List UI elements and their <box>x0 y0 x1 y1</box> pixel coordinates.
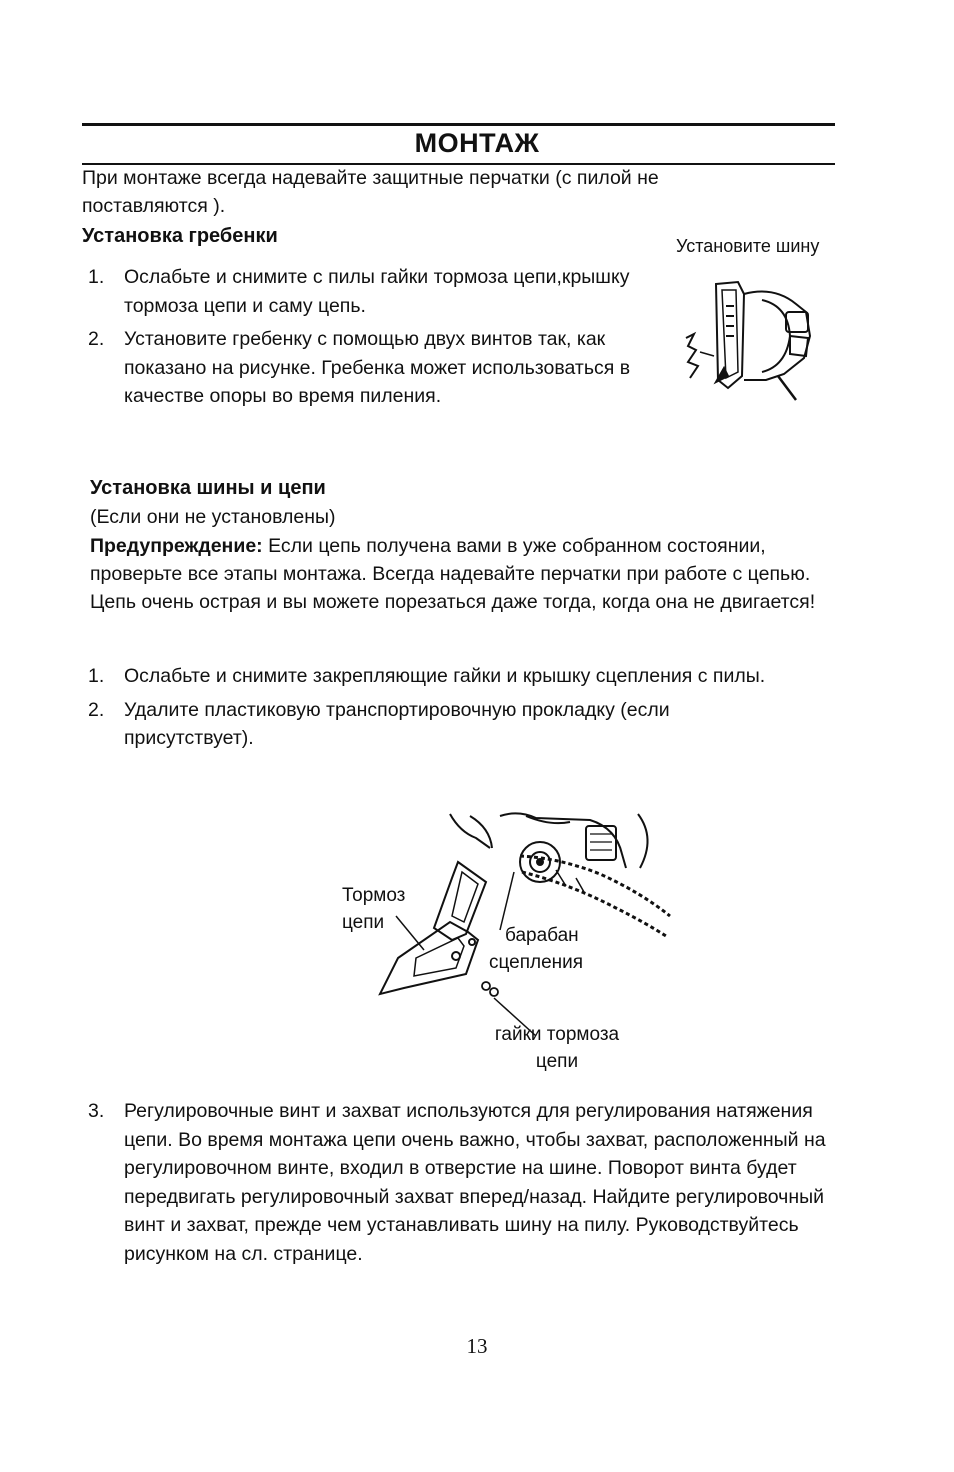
section2-step3 <box>88 1097 838 1273</box>
warning-text: Если цепь получена вами в уже собранном состоянии, проверьте все этапы монтажа. Всегда надевайте перчатки при работе с цепью. Цепь очень острая и вы можете порезаться даже тогда, когда она не двигается! <box>90 535 816 613</box>
label-chain-brake-line2: цепи <box>342 912 385 933</box>
label-brake-nuts-line2: цепи <box>535 1051 579 1072</box>
step-text: Регулировочные винт и захват используются для регулирования натяжения цепи. Во время монтажа цепи очень важно, чтобы захват, расположенный на регулировочном винте, входил в отверстие на шине. Поворот винта будет передвигать регулировочный захват вперед/назад. Найдите регулировочный винт и захват, прежде чем устанавливать шину на пилу. Руководствуйтесь рисунком на сл. странице. <box>124 1100 826 1265</box>
list-item <box>88 325 643 411</box>
label-brake-nuts <box>470 1021 644 1075</box>
section2-subheading: (Если они не установлены) <box>90 506 336 528</box>
label-clutch-drum <box>489 922 584 976</box>
step-text: Установите гребенку с помощью двух винтов так, как показано на рисунке. Гребенка может использоваться в качестве опоры во время пиления. <box>124 328 631 407</box>
step-number: 1. <box>88 266 105 288</box>
step-text: Ослабьте и снимите закрепляющие гайки и крышку сцепления с пилы. <box>124 665 766 687</box>
page-number: 13 <box>466 1334 488 1358</box>
warning-label: Предупреждение: <box>90 535 263 557</box>
label-clutch-drum-line1: барабан <box>505 925 579 946</box>
label-chain-brake <box>342 882 405 936</box>
step-number: 3. <box>88 1100 105 1122</box>
label-chain-brake-line1: Тормоз <box>342 885 406 906</box>
label-clutch-drum-line2: сцепления <box>489 952 584 973</box>
section1-steps <box>88 263 643 416</box>
warning-paragraph <box>90 532 820 616</box>
list-item <box>88 696 788 753</box>
intro-paragraph: При монтаже всегда надевайте защитные перчатки (с пилой не поставляются ). <box>82 167 659 217</box>
section2-steps <box>88 662 788 758</box>
section2-heading: Установка шины и цепи <box>90 477 326 499</box>
page-title: МОНТАЖ <box>414 128 540 158</box>
step-number: 2. <box>88 328 105 350</box>
list-item <box>88 263 643 320</box>
section1-heading: Установка гребенки <box>82 225 278 247</box>
step-text: Удалите пластиковую транспортировочную прокладку (если присутствует). <box>124 698 670 749</box>
chainsaw-bumper-illustration <box>678 276 828 406</box>
list-item <box>88 1097 838 1268</box>
step-text: Ослабьте и снимите с пилы гайки тормоза цепи,крышку тормоза цепи и саму цепь. <box>124 266 630 317</box>
label-brake-nuts-line1: гайки тормоза <box>494 1024 620 1045</box>
step-number: 2. <box>88 698 105 721</box>
step-number: 1. <box>88 665 105 687</box>
section1-figure-caption: Установите шину <box>676 236 820 256</box>
list-item <box>88 662 788 691</box>
